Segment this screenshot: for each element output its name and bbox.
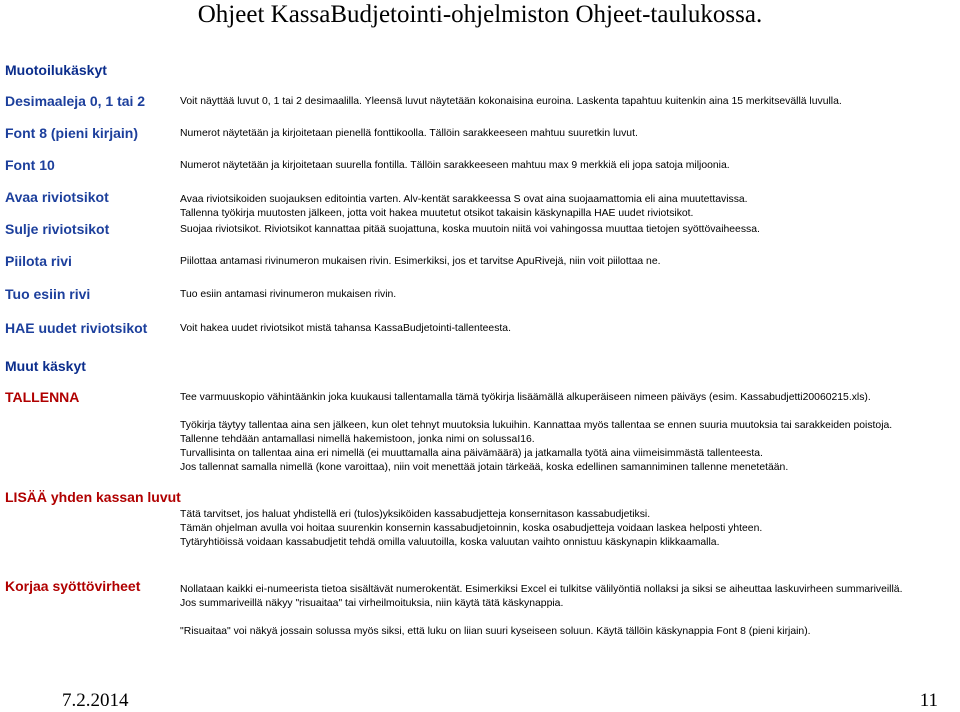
description-line: Piilottaa antamasi rivinumeron mukaisen rivin. Esimerkiksi, jos et tarvitse ApuRivejä, niin voit piilottaa ne. bbox=[180, 256, 661, 267]
description-line: Tallenne tehdään antamallasi nimellä hakemistoon, jonka nimi on solussaI16. bbox=[180, 434, 535, 445]
command-label-show-row: Tuo esiin rivi bbox=[5, 286, 91, 302]
description-line: Tuo esiin antamasi rivinumeron mukaisen rivin. bbox=[180, 289, 397, 300]
command-label-close-row-headers: Sulje riviotsikot bbox=[5, 221, 110, 237]
description-line: Tämän ohjelman avulla voi hoitaa suurenkin konsernin kassabudjetoinnin, koska osabudjetteja voidaan laskea helposti yhteen. bbox=[180, 523, 763, 534]
footer-date: 7.2.2014 bbox=[62, 690, 129, 711]
description-line: Tätä tarvitset, jos haluat yhdistellä eri (tulos)yksiköiden kassabudjetteja konsernitason kassabudjetiksi. bbox=[180, 509, 651, 520]
description-line: Numerot näytetään ja kirjoitetaan pienellä fonttikoolla. Tällöin sarakkeeseen mahtuu suuretkin luvut. bbox=[180, 128, 638, 139]
command-label-fetch-row-headers: HAE uudet riviotsikot bbox=[5, 320, 148, 336]
command-label-save: TALLENNA bbox=[5, 389, 80, 405]
description-line: Tytäryhtiöissä voidaan kassabudjetit tehdä omilla valuutoilla, koska valuutan vaihto onnistuu käskynapin klikkaamalla. bbox=[180, 537, 720, 548]
description-line: Numerot näytetään ja kirjoitetaan suurella fontilla. Tällöin sarakkeeseen mahtuu max 9 merkkiä eli jopa satoja miljoonia. bbox=[180, 160, 730, 171]
page-number: 11 bbox=[919, 690, 938, 711]
description-line: "Risuaitaa" voi näkyä jossain solussa myös siksi, että luku on liian suuri kyseiseen soluun. Käytä tällöin käskynappia Font 8 (pieni kirjain). bbox=[180, 626, 811, 637]
description-line: Jos tallennat samalla nimellä (kone varoittaa), niin voit menettää jotain tärkeää, koska edellinen samanniminen tallenne menetetään. bbox=[180, 462, 789, 473]
description-line: Tee varmuuskopio vähintäänkin joka kuukausi tallentamalla tämä työkirja lisäämällä alkuperäiseen nimeen päiväys (esim. Kassabudjetti20060215.xls). bbox=[180, 392, 871, 403]
description-line: Nollataan kaikki ei-numeerista tietoa sisältävät numerokentät. Esimerkiksi Excel ei tulkitse välilyöntiä nollaksi ja siksi se aiheuttaa laskuvirheen summariveillä. bbox=[180, 584, 903, 595]
description-line: Voit hakea uudet riviotsikot mistä tahansa KassaBudjetointi-tallenteesta. bbox=[180, 323, 511, 334]
command-label-hide-row: Piilota rivi bbox=[5, 253, 72, 269]
description-line: Työkirja täytyy tallentaa aina sen jälkeen, kun olet tehnyt muutoksia lukuihin. Kannattaa myös tallentaa se ennen suuria muutoksia tai sarakkeiden poistoja. bbox=[180, 420, 893, 431]
command-label-open-row-headers: Avaa riviotsikot bbox=[5, 189, 109, 205]
page-title: Ohjeet KassaBudjetointi-ohjelmiston Ohjeet-taulukossa. bbox=[197, 1, 763, 28]
description-line: Tallenna työkirja muutosten jälkeen, jotta voit hakea muutetut otsikot takaisin käskynapilla HAE uudet riviotsikot. bbox=[180, 208, 694, 219]
description-line: Avaa riviotsikoiden suojauksen editointia varten. Alv-kentät sarakkeessa S ovat aina suojaamattomia eli aina muutettavissa. bbox=[180, 194, 748, 205]
other-section-heading: Muut käskyt bbox=[5, 358, 86, 374]
command-label-add-cash-figures: LISÄÄ yhden kassan luvut bbox=[5, 489, 181, 505]
command-label-fix-input-errors: Korjaa syöttövirheet bbox=[5, 578, 141, 594]
description-line: Suojaa riviotsikot. Riviotsikot kannattaa pitää suojattuna, koska muutoin niitä voi vahingossa muuttaa tietojen syöttövaiheessa. bbox=[180, 224, 760, 235]
command-label-decimals: Desimaaleja 0, 1 tai 2 bbox=[5, 93, 146, 109]
formatting-section-heading: Muotoilukäskyt bbox=[5, 62, 107, 78]
description-line: Turvallisinta on tallentaa aina eri nimellä (ei muuttamalla aina päivämäärä) ja jatkamalla työtä aina viimeisimmästä tallenteesta. bbox=[180, 448, 763, 459]
description-line: Voit näyttää luvut 0, 1 tai 2 desimaalilla. Yleensä luvut näytetään kokonaisina euroina. Laskenta tapahtuu kuitenkin aina 15 merkitsevällä luvulla. bbox=[180, 96, 842, 107]
description-line: Jos summariveillä näkyy "risuaitaa" tai virheilmoituksia, niin käytä tätä käskynappia. bbox=[180, 598, 564, 609]
command-label-font8: Font 8 (pieni kirjain) bbox=[5, 125, 139, 141]
command-label-font10: Font 10 bbox=[5, 157, 55, 173]
